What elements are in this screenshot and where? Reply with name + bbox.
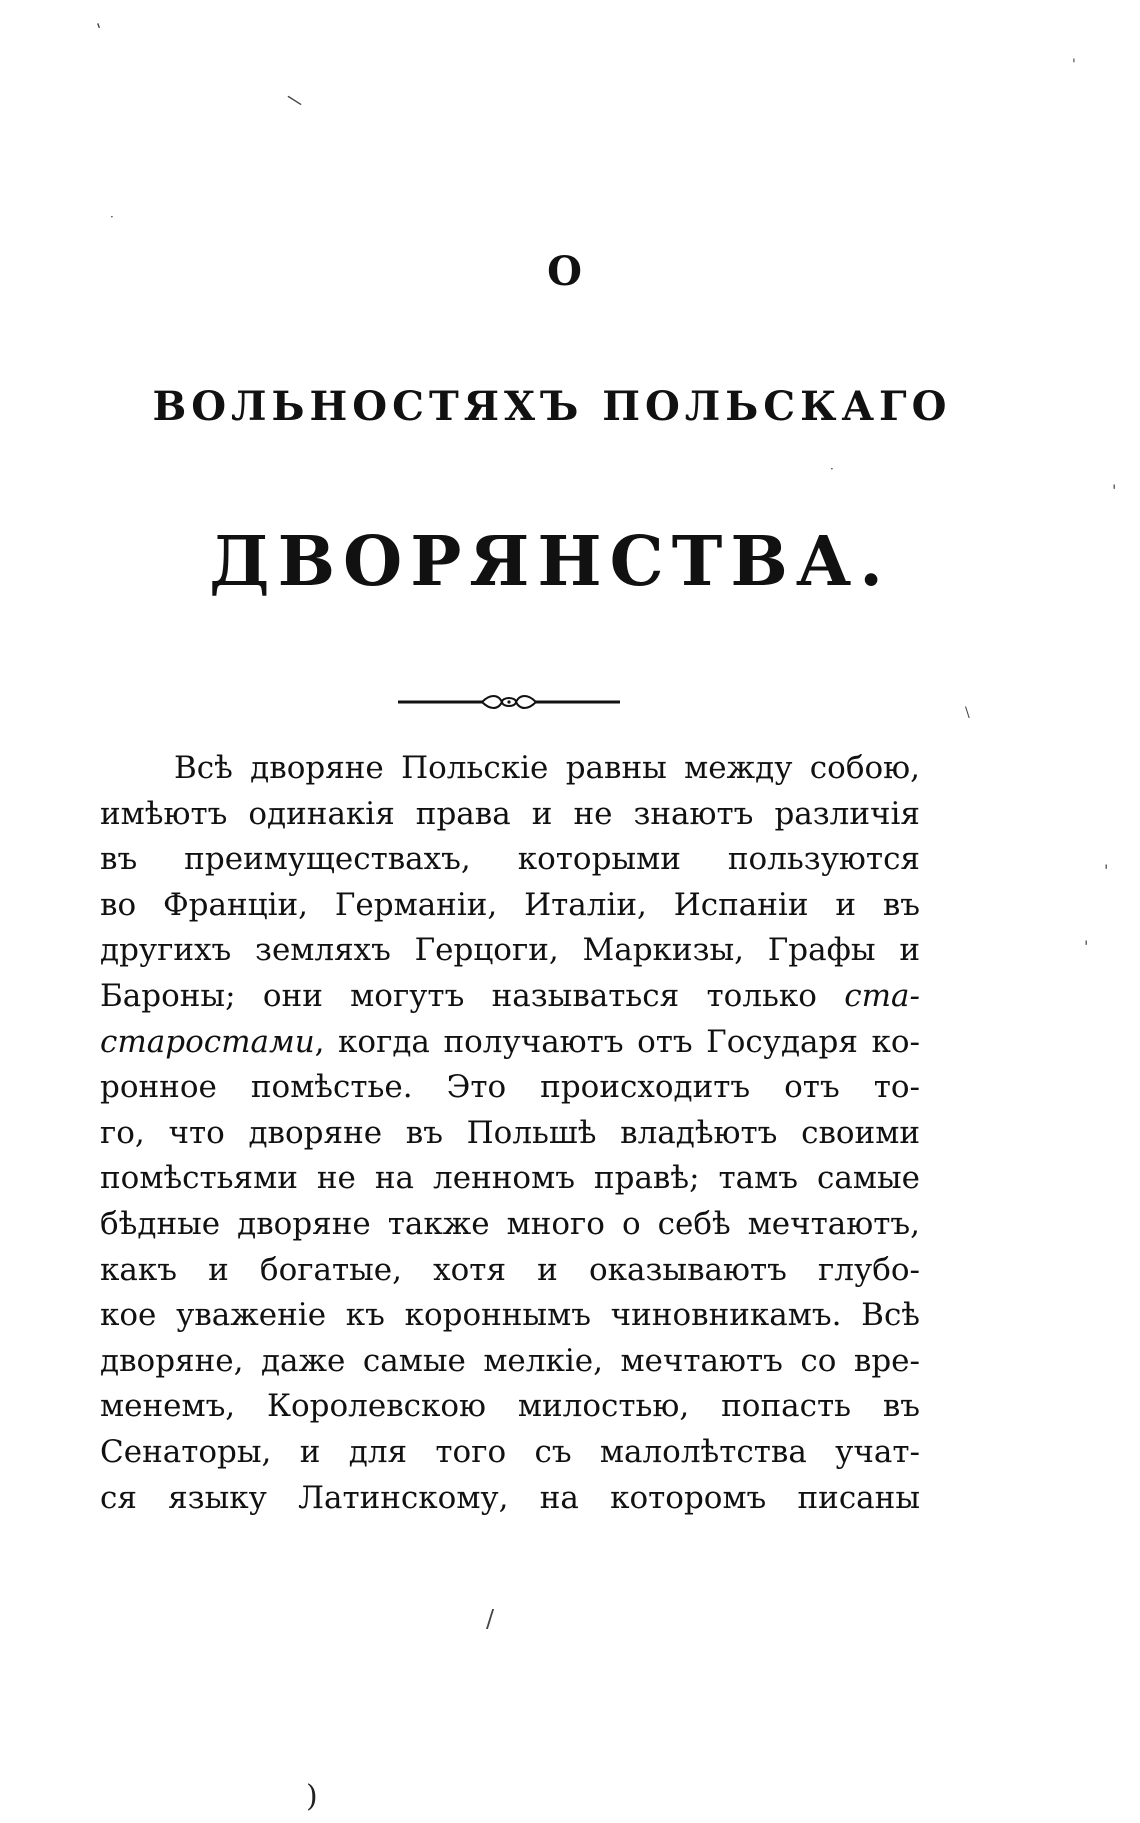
italic-word: старостами xyxy=(100,1023,315,1060)
scan-mark: ' xyxy=(1104,861,1109,880)
scan-mark: ) xyxy=(306,1779,318,1814)
text-line: другихъ земляхъ Герцоги, Маркизы, Графы и xyxy=(100,932,920,969)
text-line: Всѣ дворяне Польскіе равны между собою, xyxy=(174,750,920,786)
text-line: Сенаторы, и для того съ малолѣтства учат- xyxy=(100,1433,920,1470)
scan-mark: ' xyxy=(1072,57,1076,73)
text-line: во Франціи, Германіи, Италіи, Испаніи и въ xyxy=(100,886,920,923)
text-line: менемъ, Королевскою милостью, попасть въ xyxy=(100,1388,920,1425)
text-segment: , когда получаютъ отъ Государя ко- xyxy=(314,1023,920,1060)
text-line xyxy=(100,974,920,1020)
text-line: имѣютъ одинакія права и не знаютъ различія xyxy=(100,795,920,832)
text-line: ся языку Латинскому, на которомъ писаны xyxy=(100,1479,920,1516)
scan-mark: \ xyxy=(285,90,304,111)
text-line xyxy=(100,1020,920,1066)
scan-mark: / xyxy=(486,1605,495,1633)
scan-mark: ' xyxy=(1084,937,1089,956)
text-line: помѣстьями не на ленномъ правѣ; тамъ самые xyxy=(100,1160,920,1197)
scan-mark: · xyxy=(830,462,834,476)
scan-mark: ' xyxy=(1112,481,1117,500)
decorative-rule-icon xyxy=(398,690,620,714)
text-line: дворяне, даже самые мелкіе, мечтаютъ со вре- xyxy=(100,1342,920,1379)
italic-word: ста- xyxy=(844,977,920,1014)
body-paragraph xyxy=(100,746,920,1521)
title-preposition: О xyxy=(547,248,583,295)
scan-mark: · xyxy=(110,210,114,224)
scan-mark: ' xyxy=(94,19,107,42)
text-line: бѣдные дворяне также много о себѣ мечтаютъ, xyxy=(100,1205,920,1242)
title-line-2: ВОЛЬНОСТЯХЪ ПОЛЬСКАГО xyxy=(152,383,952,430)
text-line: въ преимуществахъ, которыми пользуются xyxy=(100,841,920,878)
text-line: ронное помѣстье. Это происходитъ отъ то- xyxy=(100,1069,920,1106)
text-segment: Бароны; они могутъ называться только xyxy=(100,977,845,1014)
text-line: го, что дворяне въ Польшѣ владѣютъ своими xyxy=(100,1114,920,1151)
text-line: кое уваженіе къ короннымъ чиновникамъ. Всѣ xyxy=(100,1297,920,1334)
text-line: какъ и богатые, хотя и оказываютъ глубо- xyxy=(100,1251,920,1288)
title-line-3: ДВОРЯНСТВА. xyxy=(209,522,891,602)
scan-mark: \ xyxy=(965,705,970,721)
